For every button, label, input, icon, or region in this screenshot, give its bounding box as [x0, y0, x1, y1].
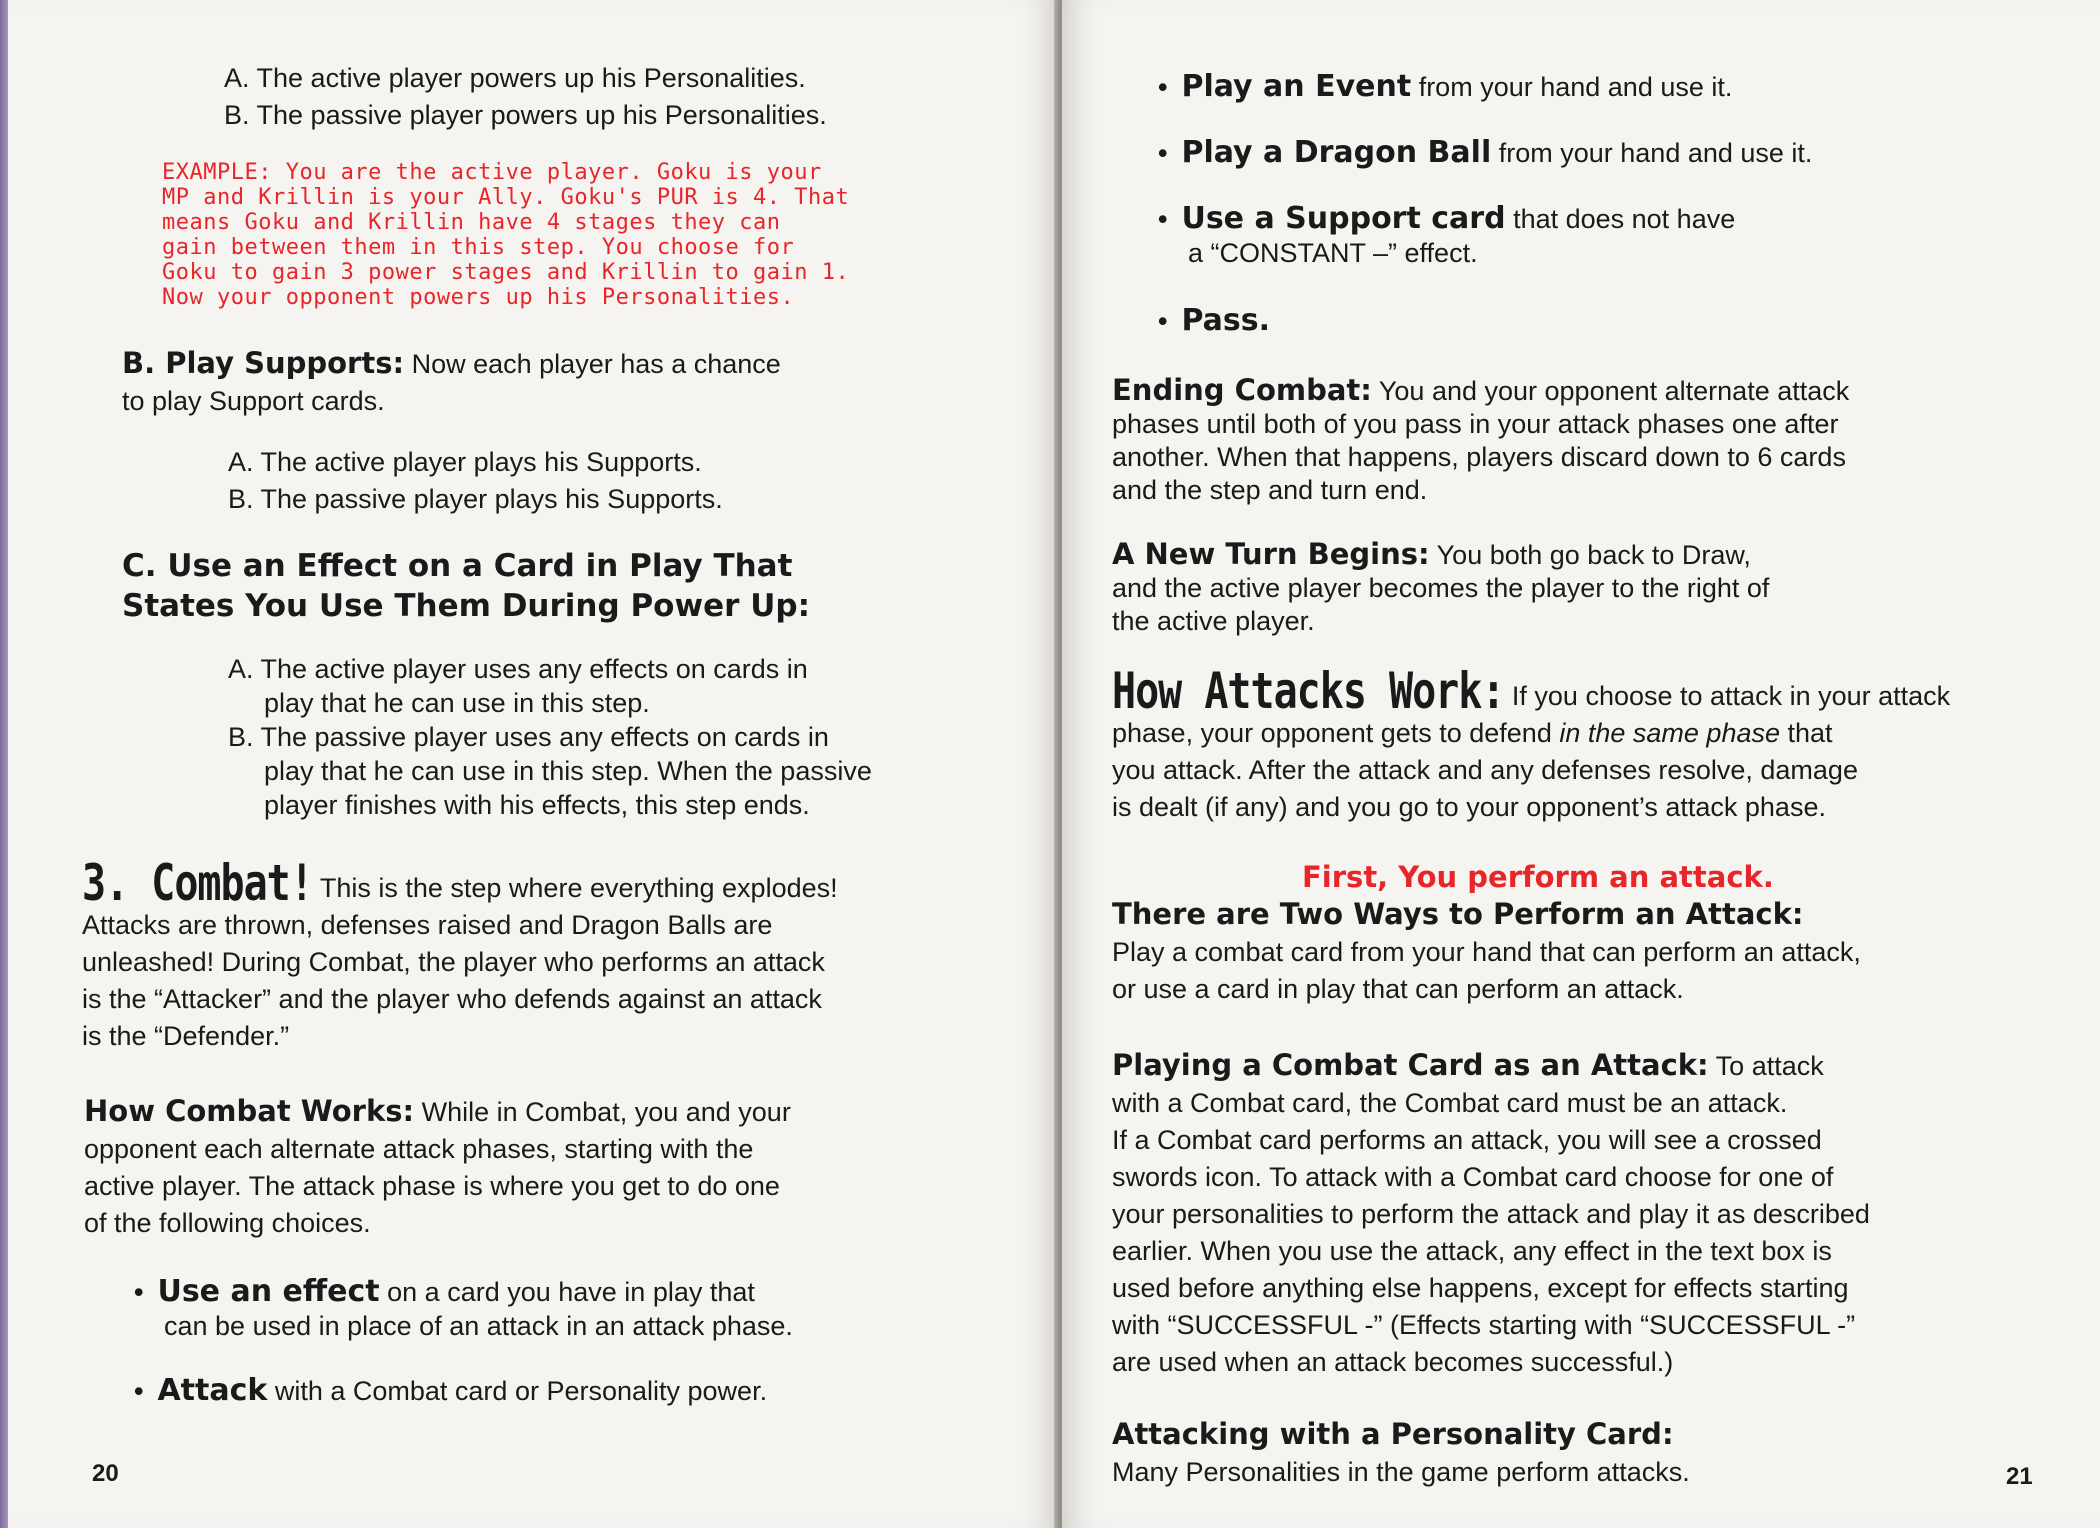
choice-text: from your hand and use it. — [1491, 138, 1813, 168]
combat-heading: 3. Combat! — [82, 855, 313, 913]
playing-combat-card-text: To attack — [1708, 1051, 1824, 1081]
choice-bold: Attack — [157, 1373, 268, 1408]
how-combat-works-text-3: active player. The attack phase is where you get to do one — [84, 1171, 780, 1201]
ending-combat-section — [1112, 374, 1849, 507]
how-combat-works-heading: How Combat Works: — [84, 1094, 415, 1128]
use-effect-heading — [122, 546, 810, 626]
new-turn-text-2: and the active player becomes the player to the right of — [1112, 573, 1770, 603]
playing-combat-card-text-2: with a Combat card, the Combat card must be an attack. — [1112, 1088, 1788, 1118]
play-supports-text: Now each player has a chance — [404, 349, 781, 379]
use-effect-heading-line-2: States You Use Them During Power Up: — [122, 588, 810, 624]
choice-text-2: a “CONSTANT –” effect. — [1188, 238, 1478, 268]
how-attacks-work-section — [1112, 663, 1951, 826]
page-number: 21 — [2006, 1463, 2033, 1490]
combat-section — [82, 855, 838, 1055]
how-attacks-work-italic: in the same phase — [1559, 718, 1780, 748]
use-effect-item-a: A. The active player uses any effects on cards in — [228, 654, 808, 684]
choice-text: with a Combat card or Personality power. — [267, 1376, 768, 1406]
choice-play-dragon-ball — [1158, 136, 1812, 170]
choice-pass — [1158, 304, 1270, 338]
example-line: EXAMPLE: You are the active player. Goku is your — [162, 160, 822, 185]
power-up-list — [224, 60, 827, 134]
choice-text: on a card you have in play that — [379, 1277, 755, 1307]
use-effect-heading-line-1: C. Use an Effect on a Card in Play That — [122, 548, 793, 584]
choice-bold: Use an effect — [157, 1274, 380, 1309]
how-combat-works-text-4: of the following choices. — [84, 1208, 371, 1238]
choice-text: that does not have — [1505, 204, 1736, 234]
how-attacks-work-text: If you choose to attack in your attack — [1504, 681, 1951, 711]
choice-bold: Use a Support card — [1181, 201, 1506, 236]
playing-combat-card-text-9: are used when an attack becomes successful.) — [1112, 1347, 1674, 1377]
example-box — [162, 160, 849, 310]
page-number: 20 — [92, 1460, 119, 1487]
how-attacks-work-text-3: you attack. After the attack and any defenses resolve, damage — [1112, 755, 1858, 785]
combat-text-4: is the “Attacker” and the player who defends against an attack — [82, 984, 822, 1014]
playing-combat-card-heading: Playing a Combat Card as an Attack: — [1112, 1048, 1709, 1082]
play-supports-heading: B. Play Supports: — [122, 346, 405, 380]
choice-text: from your hand and use it. — [1411, 72, 1733, 102]
personality-card-heading: Attacking with a Personality Card: — [1112, 1417, 1674, 1451]
how-attacks-work-text-4: is dealt (if any) and you go to your opponent’s attack phase. — [1112, 792, 1826, 822]
two-ways-section — [1112, 896, 1861, 1008]
ending-combat-text-3: another. When that happens, players discard down to 6 cards — [1112, 442, 1846, 472]
supports-item-a: A. The active player plays his Supports. — [228, 447, 702, 477]
example-line: Goku to gain 3 power stages and Krillin to gain 1. — [162, 260, 850, 285]
choice-use-support — [1158, 202, 1735, 270]
combat-text-2: Attacks are thrown, defenses raised and Dragon Balls are — [82, 910, 773, 940]
two-ways-heading: There are Two Ways to Perform an Attack: — [1112, 897, 1804, 931]
example-line: gain between them in this step. You choose for — [162, 235, 795, 260]
two-ways-text-2: or use a card in play that can perform an attack. — [1112, 974, 1684, 1004]
play-supports-section — [122, 345, 781, 420]
choice-text-2: can be used in place of an attack in an attack phase. — [164, 1311, 793, 1341]
playing-combat-card-text-4: swords icon. To attack with a Combat card choose for one of — [1112, 1162, 1834, 1192]
how-attacks-work-heading: How Attacks Work: — [1112, 663, 1505, 721]
personality-card-section — [1112, 1416, 1690, 1491]
new-turn-section — [1112, 538, 1769, 638]
playing-combat-card-text-5: your personalities to perform the attack and play it as described — [1112, 1199, 1870, 1229]
bullet-icon: • — [134, 1376, 144, 1406]
ending-combat-heading: Ending Combat: — [1112, 373, 1372, 407]
combat-text-5: is the “Defender.” — [82, 1021, 290, 1051]
choice-bold: Play an Event — [1181, 69, 1412, 104]
personality-card-text: Many Personalities in the game perform attacks. — [1112, 1457, 1690, 1487]
new-turn-text-3: the active player. — [1112, 606, 1315, 636]
choice-attack — [134, 1374, 767, 1408]
supports-item-b: B. The passive player plays his Supports. — [228, 484, 723, 514]
choice-bold: Play a Dragon Ball — [1181, 135, 1492, 170]
how-attacks-work-text-2: phase, your opponent gets to defend — [1112, 718, 1560, 748]
right-page — [1062, 0, 2100, 1528]
use-effect-item-b-cont-2: player finishes with his effects, this step ends. — [264, 790, 810, 820]
use-effect-item-b-cont: play that he can use in this step. When the passive — [264, 756, 872, 786]
example-line: MP and Krillin is your Ally. Goku's PUR is 4. That — [162, 185, 850, 210]
bullet-icon: • — [1158, 138, 1168, 168]
power-up-item-a: A. The active player powers up his Personalities. — [224, 63, 806, 93]
bullet-icon: • — [134, 1277, 144, 1307]
use-effect-list — [228, 652, 872, 822]
how-combat-works-text-2: opponent each alternate attack phases, starting with the — [84, 1134, 754, 1164]
playing-combat-card-text-7: used before anything else happens, except for effects starting — [1112, 1273, 1849, 1303]
combat-text: This is the step where everything explodes! — [312, 873, 838, 903]
playing-combat-card-section — [1112, 1047, 1870, 1381]
bullet-icon: • — [1158, 306, 1168, 336]
bullet-icon: • — [1158, 72, 1168, 102]
play-supports-list — [228, 444, 723, 518]
combat-text-3: unleashed! During Combat, the player who performs an attack — [82, 947, 825, 977]
use-effect-item-a-cont: play that he can use in this step. — [264, 688, 650, 718]
playing-combat-card-text-6: earlier. When you use the attack, any effect in the text box is — [1112, 1236, 1832, 1266]
two-ways-text: Play a combat card from your hand that can perform an attack, — [1112, 937, 1861, 967]
how-attacks-work-text-2b: that — [1780, 718, 1833, 748]
choice-bold: Pass. — [1181, 303, 1270, 338]
choice-use-effect — [134, 1275, 793, 1343]
playing-combat-card-text-3: If a Combat card performs an attack, you will see a crossed — [1112, 1125, 1822, 1155]
ending-combat-text-2: phases until both of you pass in your attack phases one after — [1112, 409, 1839, 439]
power-up-item-b: B. The passive player powers up his Personalities. — [224, 100, 827, 130]
ending-combat-text: You and your opponent alternate attack — [1371, 376, 1850, 406]
first-perform-heading: First, You perform an attack. — [1302, 860, 1774, 894]
ending-combat-text-4: and the step and turn end. — [1112, 475, 1428, 505]
how-combat-works-section — [84, 1093, 791, 1242]
example-line: Now your opponent powers up his Personalities. — [162, 285, 795, 310]
example-line: means Goku and Krillin have 4 stages they can — [162, 210, 781, 235]
bullet-icon: • — [1158, 204, 1168, 234]
play-supports-text-2: to play Support cards. — [122, 386, 385, 416]
new-turn-text: You both go back to Draw, — [1429, 540, 1751, 570]
use-effect-item-b: B. The passive player uses any effects on cards in — [228, 722, 829, 752]
playing-combat-card-text-8: with “SUCCESSFUL -” (Effects starting with “SUCCESSFUL -” — [1112, 1310, 1856, 1340]
how-combat-works-text: While in Combat, you and your — [414, 1097, 791, 1127]
choice-play-event — [1158, 70, 1732, 104]
new-turn-heading: A New Turn Begins: — [1112, 537, 1430, 571]
